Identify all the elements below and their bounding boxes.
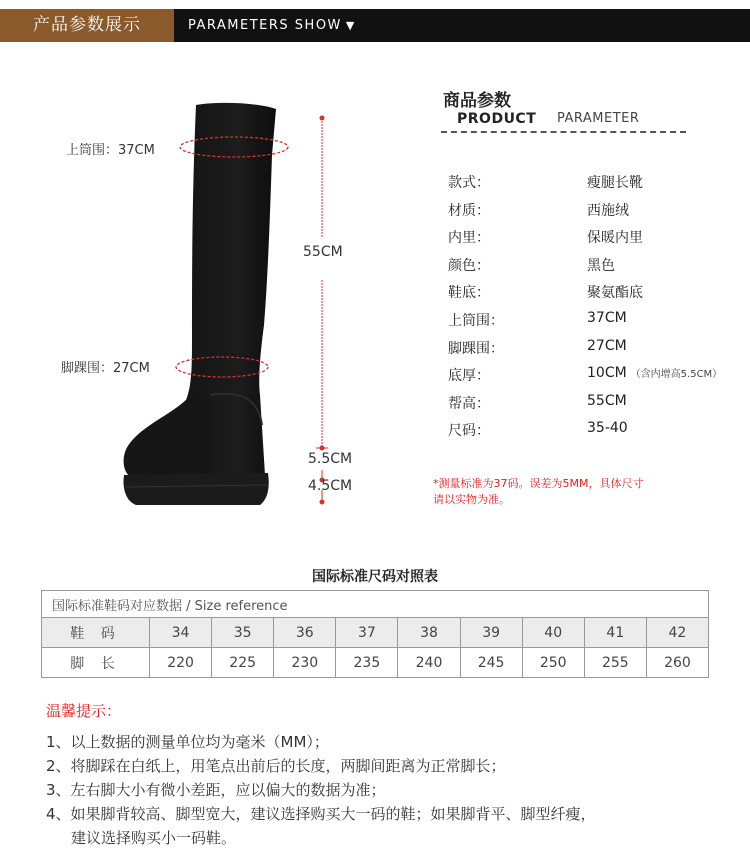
param-value — [587, 310, 627, 326]
param-divider — [441, 131, 686, 133]
param-value-text: 保暖内里 — [587, 230, 643, 247]
param-value — [587, 255, 615, 275]
top-circumference-label: 上筒围：37CM — [66, 143, 155, 158]
param-key: 材质： — [448, 202, 490, 219]
shoe-size-cell: 37 — [336, 618, 398, 648]
param-value — [587, 200, 629, 220]
param-product-label: PRODUCT — [457, 111, 537, 127]
shoe-size-cell: 35 — [212, 618, 274, 648]
tip-line: 3、左右脚大小有微小差距，应以偏大的数据为准； — [46, 781, 386, 799]
foot-length-cell: 225 — [212, 648, 274, 678]
shoe-size-cell: 36 — [274, 618, 336, 648]
param-value — [587, 172, 643, 192]
param-value-text: 37CM — [587, 310, 627, 326]
boot-foot — [124, 395, 212, 479]
sole-height-label: 4.5CM — [308, 478, 353, 494]
shoe-size-cell: 39 — [460, 618, 522, 648]
size-table-caption: 国际标准鞋码对应数据 / Size reference — [42, 591, 709, 618]
param-value-text: 黑色 — [587, 257, 615, 274]
param-key: 鞋底： — [448, 285, 490, 302]
inner-height-label: 5.5CM — [308, 451, 353, 467]
param-value — [587, 227, 643, 247]
param-value-text: 聚氨酯底 — [587, 285, 643, 302]
header-title-en-text: PARAMETERS SHOW — [188, 18, 342, 33]
foot-length-header: 脚 长 — [42, 648, 150, 678]
boot-sole — [124, 473, 269, 505]
measurement-note-line2: 请以实物为准。 — [433, 493, 510, 506]
param-value — [587, 282, 643, 302]
header-title-cn: 产品参数展示 — [0, 9, 174, 42]
param-value-text: 10CM — [587, 365, 627, 382]
param-key: 内里： — [448, 230, 490, 247]
param-value-text: 35-40 — [587, 420, 628, 437]
foot-length-cell: 255 — [584, 648, 646, 678]
shoe-size-cell: 38 — [398, 618, 460, 648]
param-key: 帮高： — [448, 395, 490, 412]
param-value-text: 瘦腿长靴 — [587, 175, 643, 191]
param-key: 颜色： — [448, 257, 490, 274]
size-table-title: 国际标准尺码对照表 — [312, 569, 438, 585]
param-value-text: 55CM — [587, 392, 627, 409]
foot-length-cell: 230 — [274, 648, 336, 678]
height-dimension-line — [310, 110, 334, 510]
foot-length-cell: 250 — [522, 648, 584, 678]
tips-title: 温馨提示： — [46, 702, 122, 720]
foot-length-cell: 235 — [336, 648, 398, 678]
triangle-down-icon: ▼ — [345, 19, 356, 32]
tip-line: 1、以上数据的测量单位均为毫米（MM）； — [46, 733, 329, 751]
shoe-size-cell: 34 — [150, 618, 212, 648]
header-bar — [0, 9, 750, 42]
measurement-note — [433, 476, 693, 508]
header-title-en — [188, 9, 356, 42]
shoe-size-header: 鞋 码 — [42, 618, 150, 648]
shoe-size-row — [42, 618, 709, 648]
param-value-text: 西施绒 — [587, 202, 629, 219]
param-key: 尺码： — [448, 423, 490, 440]
param-value — [587, 338, 627, 354]
foot-length-cell: 220 — [150, 648, 212, 678]
param-parameter-label: PARAMETER — [557, 111, 640, 126]
shaft-height-label: 55CM — [303, 244, 343, 260]
param-key: 脚踝围： — [448, 340, 504, 357]
param-key: 款式： — [448, 175, 490, 191]
param-value — [587, 420, 628, 436]
param-value-note: （含内增高5.5CM） — [630, 369, 723, 381]
tip-line: 建议选择购买小一码鞋。 — [71, 829, 237, 847]
foot-length-cell: 260 — [646, 648, 708, 678]
param-value-text: 27CM — [587, 337, 627, 354]
size-table — [41, 590, 709, 678]
tips-list — [46, 730, 596, 850]
foot-length-row — [42, 648, 709, 678]
foot-length-cell: 240 — [398, 648, 460, 678]
foot-length-cell: 245 — [460, 648, 522, 678]
tip-line: 4、如果脚背较高、脚型宽大，建议选择购买大一码的鞋；如果脚背平、脚型纤瘦， — [46, 805, 596, 823]
ankle-circumference-label: 脚踝围：27CM — [61, 361, 150, 376]
shoe-size-cell: 41 — [584, 618, 646, 648]
shoe-size-cell: 40 — [522, 618, 584, 648]
param-key: 上筒围： — [448, 313, 504, 329]
param-title: 商品参数 — [443, 91, 511, 111]
boot-illustration — [100, 95, 320, 535]
param-value — [587, 393, 627, 409]
param-value — [587, 365, 722, 381]
tip-line: 2、将脚踩在白纸上，用笔点出前后的长度，两脚间距离为正常脚长； — [46, 757, 506, 775]
measurement-note-line1: *测量标准为37码。误差为5MM，具体尺寸 — [433, 477, 644, 490]
param-key: 底厚： — [448, 368, 490, 385]
shoe-size-cell: 42 — [646, 618, 708, 648]
